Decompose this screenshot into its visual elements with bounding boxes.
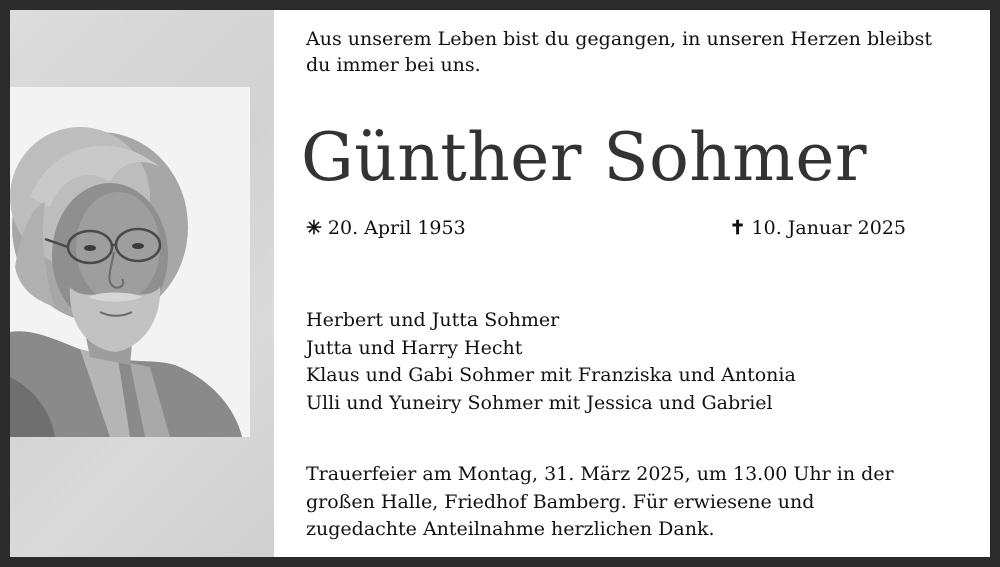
mourner-line: Ulli und Yuneiry Sohmer mit Jessica und Gabriel [306,391,773,414]
portrait-photo [10,87,250,437]
life-dates [306,215,906,241]
birth-date-line [306,215,466,241]
service-announcement: Trauerfeier am Montag, 31. März 2025, um 13.00 Uhr in der großen Halle, Friedhof Bamberg. Für erwiesene und zugedachte Anteilnahme herzlichen Dank. [306,463,894,540]
mourners-list [306,307,946,417]
mourner-line: Herbert und Jutta Sohmer [306,309,560,331]
notice-content [301,10,966,557]
motto-text: Aus unserem Leben bist du gegangen, in unseren Herzen bleibst du immer bei uns. [306,28,933,76]
cross-icon: ✝ [729,217,746,239]
mourner-line: Jutta und Harry Hecht [306,336,523,359]
marble-side-panel [10,10,274,557]
birth-date: 20. April 1953 [327,217,466,239]
death-date-line [730,215,906,241]
obituary-notice [10,10,990,557]
mourner-line: Klaus und Gabi Sohmer mit Franziska und Antonia [306,364,796,386]
deceased-name: Günther Sohmer [301,119,868,196]
asterisk-icon: ✳ [306,217,322,239]
death-date: 10. Januar 2025 [751,217,906,239]
